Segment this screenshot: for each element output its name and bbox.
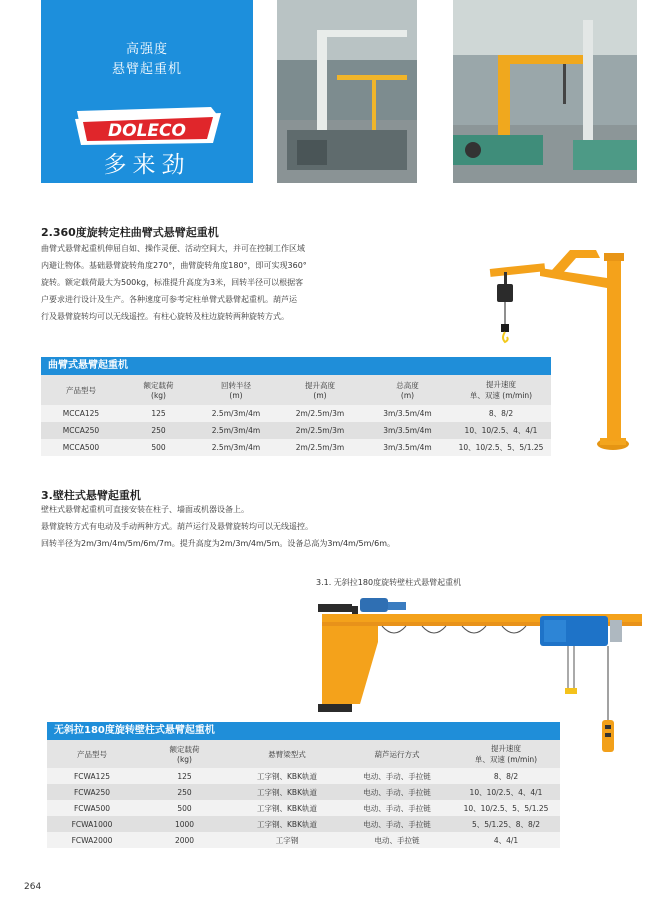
factory-photo-1 — [277, 0, 417, 183]
header-cell: 提升速度 单、双速 (m/min) — [474, 744, 538, 764]
header-cell: 回转半径 (m) — [221, 381, 251, 400]
header-cell: 产品型号 — [77, 749, 107, 759]
doleco-logo — [73, 105, 223, 147]
table-row: FCWA500 500 工字钢、KBK轨道 电动、手动、手拉链 10、10/2.5、5、5/1.25 — [47, 800, 560, 816]
articulated-crane-spec-table — [41, 375, 551, 456]
header-cell: 悬臂梁型式 — [268, 749, 306, 759]
brand-tagline-2: 悬臂起重机 — [111, 62, 182, 77]
brand-chinese-name: 多来劲 — [103, 152, 191, 178]
table-row: FCWA2000 2000 工字钢 电动、手拉链 4、4/1 — [47, 832, 560, 848]
table-row: FCWA1000 1000 工字钢、KBK轨道 电动、手动、手拉链 5、5/1.25、8、8/2 — [47, 816, 560, 832]
header-cell: 提升速度 单、双速 (m/min) — [469, 380, 533, 400]
table-header-row — [41, 375, 551, 405]
brand-panel — [41, 0, 253, 183]
section-3-line: 回转半径为2m/3m/4m/5m/6m/7m。提升高度为2m/3m/4m/5m。设备总高为3m/4m/5m/6m。 — [41, 539, 396, 548]
header-cell: 产品型号 — [66, 385, 96, 395]
header-cell: 额定载荷 (kg) — [169, 745, 200, 764]
section-2-title: 2.360度旋转定柱曲臂式悬臂起重机 — [41, 226, 219, 239]
section-2-description — [41, 240, 371, 325]
logo-text: DOLECO — [108, 121, 186, 141]
section-3-description — [41, 501, 481, 552]
header-cell: 额定载荷 (kg) — [143, 381, 174, 400]
section-2-line: 曲臂式悬臂起重机伸屈自如、操作灵便、活动空间大，并可在控制工作区域 — [41, 244, 305, 253]
table-row: FCWA250 250 工字钢、KBK轨道 电动、手动、手拉链 10、10/2.5、4、4/1 — [47, 784, 560, 800]
section-3-line: 壁柱式悬臂起重机可直接安装在柱子、墙面或机器设备上。 — [41, 505, 249, 514]
section-2-line: 户要求进行设计及生产。各种速度可参考定柱单臂式悬臂起重机。葫芦运 — [41, 295, 297, 304]
wall-crane-spec-table — [47, 740, 560, 848]
page-number: 264 — [24, 882, 42, 892]
factory-photo-2 — [453, 0, 637, 183]
section-2-line: 旋转。额定载荷最大为500kg，标准提升高度为3米，回转半径可以根据客 — [41, 278, 304, 287]
figure-caption: 3.1. 无斜拉180度旋转壁柱式悬臂起重机 — [316, 578, 462, 587]
section-2-line: 内避让物体。基础悬臂旋转角度270°，曲臂旋转角度180°，即可实现360° — [41, 261, 307, 270]
header-cell: 提升高度 (m) — [305, 381, 335, 400]
table-row: MCCA250 250 2.5m/3m/4m 2m/2.5m/3m 3m/3.5m/4m 10、10/2.5、4、4/1 — [41, 422, 551, 439]
section-2-line: 行及悬臂旋转均可以无线遥控。有柱心旋转及柱边旋转两种旋转方式。 — [41, 312, 289, 321]
section-3-title: 3.壁柱式悬臂起重机 — [41, 489, 141, 502]
section-3-line: 悬臂旋转方式有电动及手动两种方式。葫芦运行及悬臂旋转均可以无线遥控。 — [41, 522, 313, 531]
header-cell: 葫芦运行方式 — [374, 749, 420, 759]
header-cell: 总高度 (m) — [396, 381, 419, 400]
table-row: FCWA125 125 工字钢、KBK轨道 电动、手动、手拉链 8、8/2 — [47, 768, 560, 784]
table-header-row — [47, 740, 560, 768]
table-2-title-bar: 无斜拉180度旋转壁柱式悬臂起重机 — [47, 722, 560, 740]
table-1-title-bar: 曲臂式悬臂起重机 — [41, 357, 551, 375]
brand-tagline-1: 高强度 — [125, 42, 168, 57]
table-row: MCCA125 125 2.5m/3m/4m 2m/2.5m/3m 3m/3.5m/4m 8、8/2 — [41, 405, 551, 422]
table-row: MCCA500 500 2.5m/3m/4m 2m/2.5m/3m 3m/3.5m/4m 10、10/2.5、5、5/1.25 — [41, 439, 551, 456]
